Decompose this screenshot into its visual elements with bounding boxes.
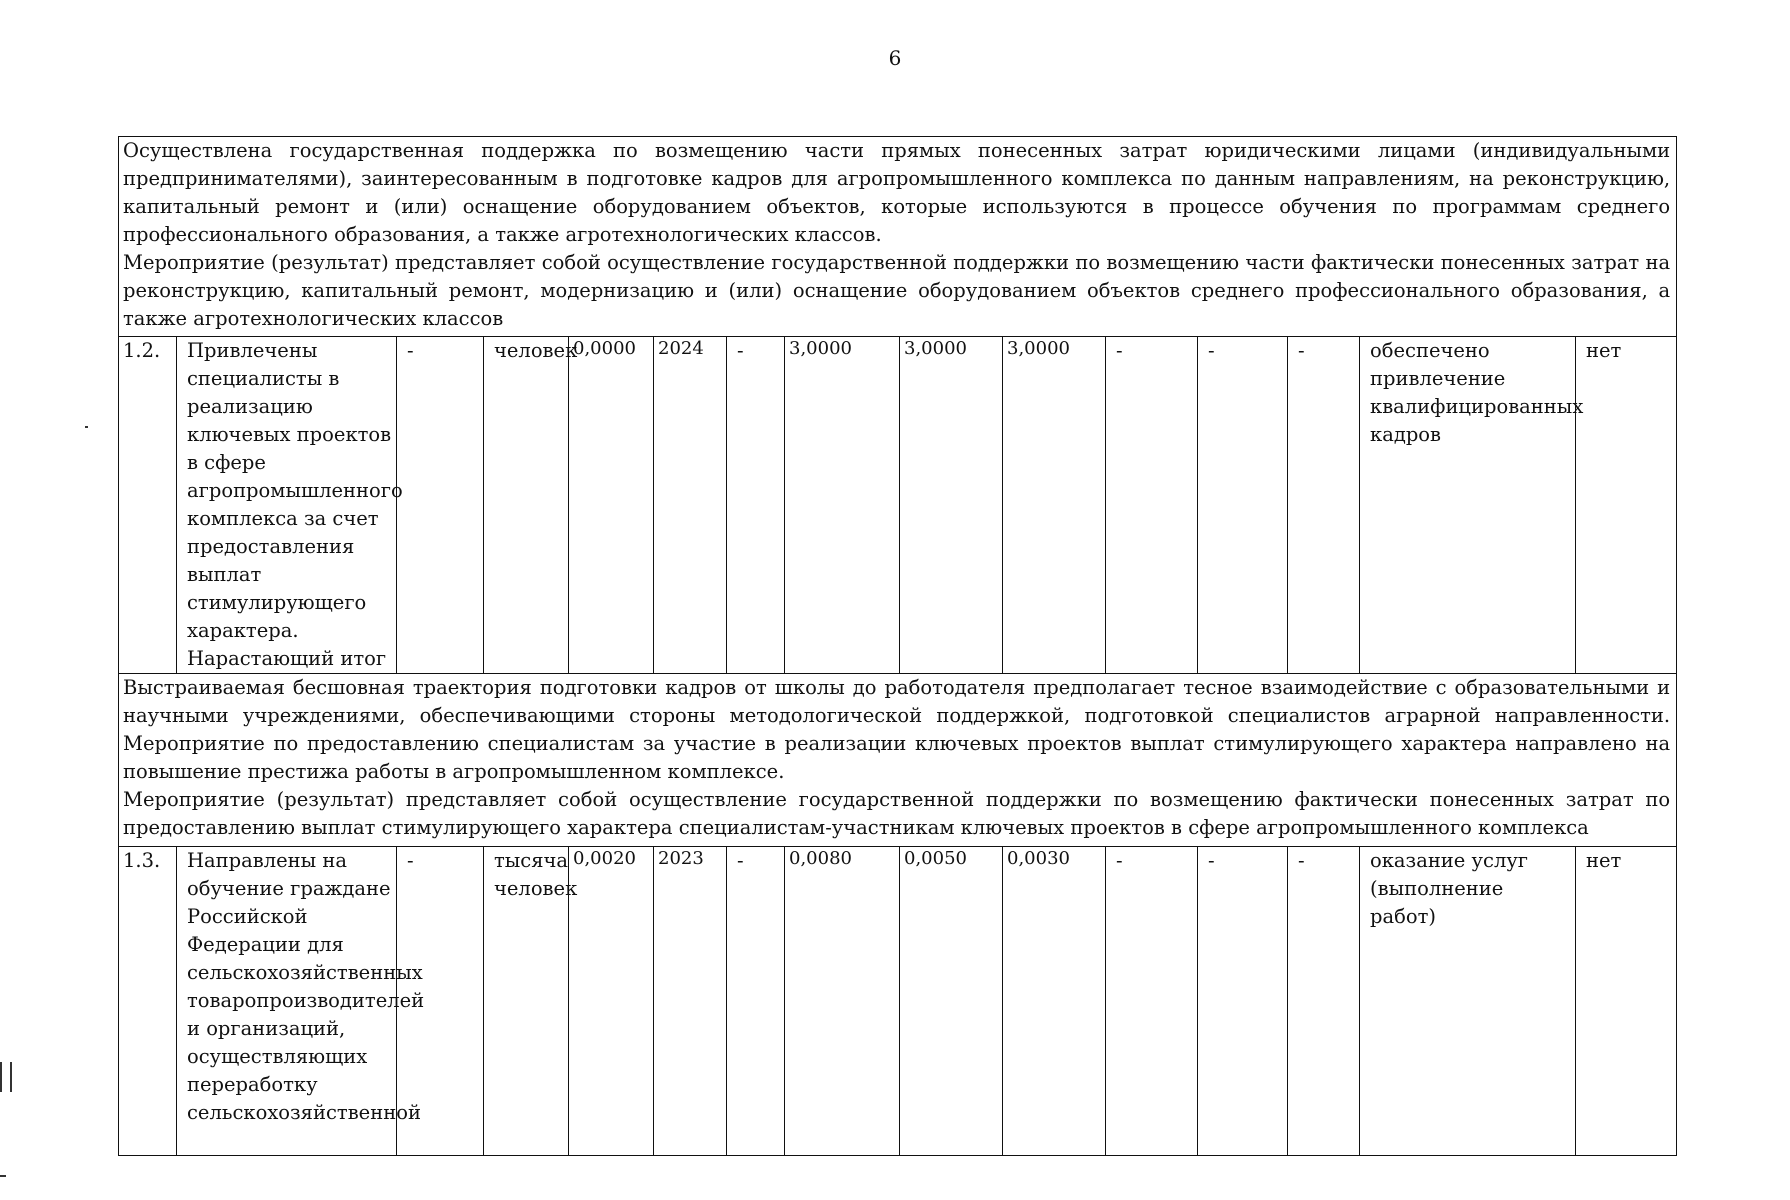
cell-value: -	[1198, 337, 1288, 674]
scan-mark	[0, 1175, 6, 1177]
cell-value: -	[727, 847, 785, 1156]
page-number: 6	[888, 46, 902, 70]
description-row	[119, 137, 1677, 337]
unit-cell: человек	[484, 337, 569, 674]
description-cell	[119, 137, 1677, 337]
cell-value: -	[1106, 847, 1198, 1156]
result-cell: обеспечено привлечение квалифицированных кадров	[1360, 337, 1576, 674]
description-paragraph: Мероприятие (результат) представляет собой осуществление государственной поддержки по возмещению части фактически понесенных затрат на реконструкцию, капитальный ремонт, модернизацию и (или) оснащение оборудованием объектов среднего профессионального образования, а также агротехнологических классов	[123, 251, 1671, 330]
description-paragraph: Выстраиваемая бесшовная траектория подготовки кадров от школы до работодателя предполагает тесное взаимодействие с образовательными и научными учреждениями, обеспечивающими стороны методологической поддержкой, подготовкой специалистов аграрной направленности. Мероприятие по предоставлению специалистам за участие в реализации ключевых проектов выплат стимулирующего характера направлено на повышение престижа работы в агропромышленном комплексе.	[123, 676, 1671, 783]
description-row	[119, 674, 1677, 847]
flag-cell: нет	[1576, 847, 1677, 1156]
cell-value: 0,0050	[900, 847, 1003, 1156]
cell-value: -	[1106, 337, 1198, 674]
cell-value: -	[727, 337, 785, 674]
cell-value: -	[1288, 847, 1360, 1156]
description-cell	[119, 674, 1677, 847]
unit-cell: тысяча человек	[484, 847, 569, 1156]
flag-cell: нет	[1576, 337, 1677, 674]
description-paragraph: Осуществлена государственная поддержка по возмещению части прямых понесенных затрат юридическими лицами (индивидуальными предпринимателями), заинтересованным в подготовке кадров для агропромышленного комплекса по данным направлениям, на реконструкцию, капитальный ремонт и (или) оснащение оборудованием объектов, которые используются в процессе обучения по программам среднего профессионального образования, а также агротехнологических классов.	[123, 139, 1671, 246]
base-value: 0,0020	[569, 847, 654, 1156]
cell-value: 3,0000	[900, 337, 1003, 674]
cell-value: 3,0000	[785, 337, 900, 674]
cell-value: 0,0080	[785, 847, 900, 1156]
cell-value: -	[397, 847, 484, 1156]
indicator-name: Привлечены специалисты в реализацию ключевых проектов в сфере агропромышленного комплекса за счет предоставления выплат стимулирующего характера. Нарастающий итог	[177, 337, 397, 674]
scan-mark	[85, 426, 88, 428]
table-row	[119, 847, 1677, 1156]
cell-value: -	[1288, 337, 1360, 674]
row-number: 1.3.	[119, 847, 177, 1156]
result-cell: оказание услуг (выполнение работ)	[1360, 847, 1576, 1156]
base-value: 0,0000	[569, 337, 654, 674]
row-number: 1.2.	[119, 337, 177, 674]
scan-mark	[0, 1062, 12, 1092]
indicators-table	[118, 136, 1677, 1156]
cell-value: -	[397, 337, 484, 674]
base-year: 2024	[654, 337, 727, 674]
indicator-name: Направлены на обучение граждане Российской Федерации для сельскохозяйственных товаропроизводителей и организаций, осуществляющих переработку сельскохозяйственной	[177, 847, 397, 1156]
table-row	[119, 337, 1677, 674]
cell-value: -	[1198, 847, 1288, 1156]
base-year: 2023	[654, 847, 727, 1156]
cell-value: 3,0000	[1003, 337, 1106, 674]
cell-value: 0,0030	[1003, 847, 1106, 1156]
description-paragraph: Мероприятие (результат) представляет собой осуществление государственной поддержки по возмещению фактически понесенных затрат по предоставлению выплат стимулирующего характера специалистам-участникам ключевых проектов в сфере агропромышленного комплекса	[123, 788, 1671, 839]
